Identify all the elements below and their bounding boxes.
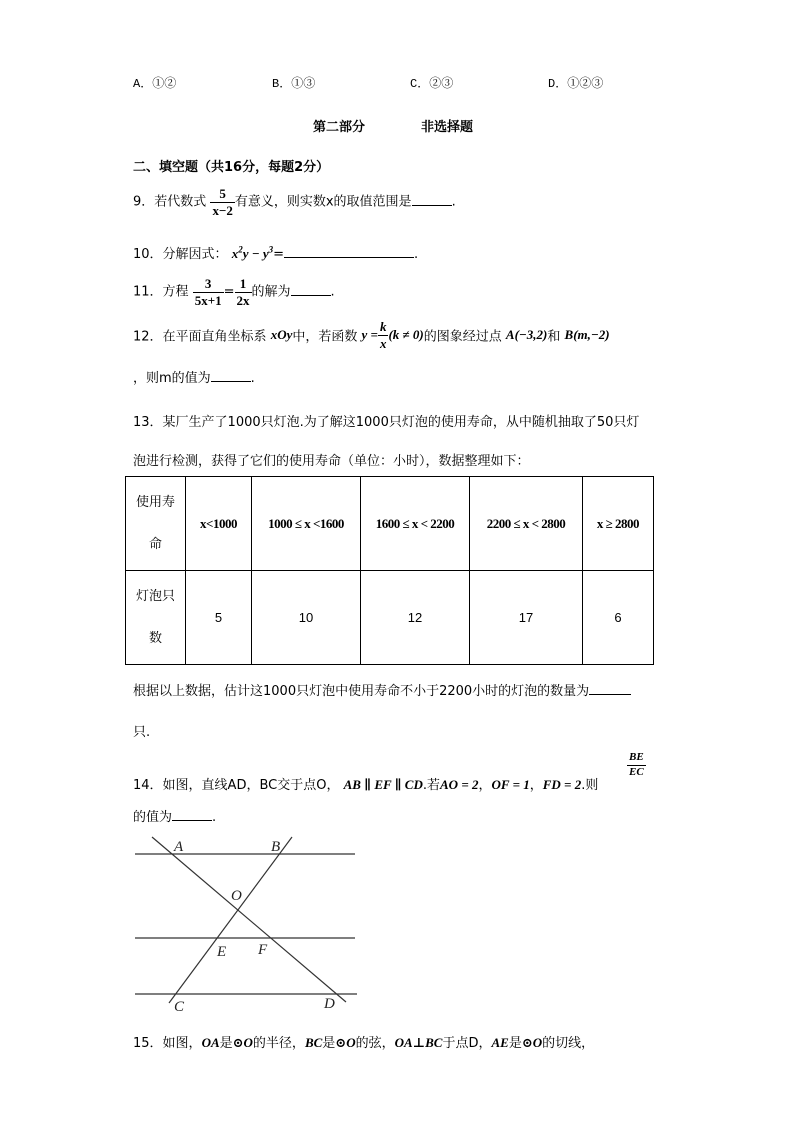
table-row-lifespan [126, 477, 654, 571]
separator: ， [529, 778, 543, 793]
lifespan-table [125, 476, 654, 665]
table-cell-range: 2200 ≤ x < 2800 [470, 477, 583, 571]
question-text: 方程 [162, 284, 189, 300]
question-13-line2: 泡进行检测，获得了它们的使用寿命（单位：小时），数据整理如下： [133, 454, 530, 469]
question-13-follow2: 只. [133, 725, 151, 740]
fraction-left [193, 277, 224, 307]
geometry-figure [125, 830, 365, 1015]
row-header-lifespan [126, 477, 186, 571]
question-text: ，则m的值为 [133, 371, 211, 386]
option-value: ②③ [429, 77, 454, 91]
label-e: E [217, 944, 227, 960]
separator: ， [478, 778, 492, 793]
section-heading: 二、填空题（共16分，每题2分） [133, 160, 330, 175]
fraction [378, 320, 389, 350]
punctuation: . [414, 247, 419, 262]
fraction-denominator: 5x+1 [194, 292, 222, 308]
circle-o: ⊙O [232, 1035, 253, 1050]
math-perpendicular: OA⊥BC [394, 1035, 443, 1050]
question-text: 如图，直线AD，BC交于点O， [162, 778, 340, 793]
question-text: .则 [581, 778, 599, 793]
fraction-right [235, 277, 252, 307]
table-cell-range: x<1000 [186, 477, 252, 571]
header-text: 数 [148, 630, 162, 646]
question-12 [133, 320, 610, 350]
parallel-condition: AB ∥ EF ∥ CD [343, 777, 423, 792]
math-expression [232, 246, 273, 261]
punctuation: . [212, 810, 217, 825]
punctuation: . [451, 194, 456, 210]
question-text: 的解为 [251, 284, 291, 300]
question-number: 14． [133, 778, 163, 793]
line-ad [152, 837, 346, 1002]
question-number: 10． [133, 247, 163, 262]
math-term: x [231, 246, 239, 261]
question-14 [133, 774, 598, 793]
question-13-line1: 13．某厂生产了1000只灯泡.为了解这1000只灯泡的使用寿命，从中随机抽取了50只灯 [133, 415, 640, 430]
question-11 [133, 277, 335, 307]
option-label: A． [133, 77, 153, 91]
question-15 [133, 1032, 594, 1051]
question-text: 有意义，则实数x的取值范围是 [234, 194, 412, 210]
math-oa: OA [201, 1035, 220, 1050]
table-cell-count: 12 [361, 571, 470, 665]
question-number: 12． [133, 329, 163, 345]
option-label: B． [272, 77, 292, 91]
table-cell-count: 5 [186, 571, 252, 665]
header-text: 使用寿 [135, 494, 175, 510]
label-d: D [324, 996, 335, 1012]
question-text: 和 [547, 329, 561, 345]
condition-of: OF = 1 [491, 777, 530, 792]
question-14-fraction [627, 752, 646, 778]
condition-ao: AO = 2 [440, 777, 479, 792]
fraction-numerator: 5 [219, 186, 226, 201]
question-9 [133, 187, 456, 217]
answer-blank[interactable] [291, 294, 331, 296]
option-label: D． [548, 77, 568, 91]
label-f: F [258, 942, 268, 958]
question-text: 是 [219, 1036, 233, 1051]
row-header-count [126, 571, 186, 665]
question-text: 是 [508, 1036, 522, 1051]
table-cell-count: 6 [583, 571, 654, 665]
question-text: 在平面直角坐标系 [162, 329, 267, 345]
circle-o: ⊙O [521, 1035, 543, 1050]
table-cell-count: 17 [470, 571, 583, 665]
label-c: C [174, 999, 185, 1015]
option-c[interactable] [410, 74, 453, 91]
question-12-line2 [133, 367, 255, 386]
fraction [210, 187, 234, 217]
option-b[interactable] [272, 74, 315, 91]
fraction-numerator: 1 [239, 276, 247, 291]
table-row-count [126, 571, 654, 665]
fraction-denominator: x−2 [212, 202, 233, 218]
question-13-follow [133, 680, 631, 699]
part-title [313, 116, 473, 135]
fraction-numerator: k [379, 319, 387, 334]
answer-blank[interactable] [589, 693, 631, 695]
fraction-denominator: EC [629, 765, 644, 778]
fraction [627, 752, 646, 778]
fraction-numerator: BE [629, 751, 644, 763]
option-value: ①③ [291, 77, 316, 91]
question-text: 的半径， [252, 1036, 305, 1051]
equals-sign: = [273, 247, 285, 262]
punctuation: . [330, 284, 335, 300]
question-14-line2 [133, 806, 216, 825]
equals-sign: = [223, 284, 235, 300]
header-text: 灯泡只 [135, 588, 175, 604]
table-cell-range: 1000 ≤ x <1600 [252, 477, 361, 571]
option-value: ①② [152, 77, 177, 91]
punctuation: . [250, 371, 255, 386]
question-text: 若代数式 [154, 194, 207, 210]
function-condition: (k ≠ 0) [388, 327, 424, 343]
circle-o: ⊙O [335, 1035, 356, 1050]
question-text: 的弦， [355, 1036, 395, 1051]
fraction-numerator: 3 [204, 276, 212, 291]
question-text: 是 [322, 1036, 336, 1051]
question-text: 中，若函数 [292, 329, 358, 345]
math-bc: BC [304, 1035, 323, 1050]
question-text: 根据以上数据，估计这1000只灯泡中使用寿命不小于2200小时的灯泡的数量为 [133, 684, 590, 699]
question-number: 9． [133, 194, 155, 210]
question-text: 的切线， [542, 1036, 595, 1051]
point-a: A(−3,2) [505, 327, 548, 343]
question-text: 的图象经过点 [423, 329, 502, 345]
question-10 [133, 243, 418, 262]
label-o: O [231, 888, 242, 904]
math-ae: AE [491, 1035, 509, 1050]
answer-blank[interactable] [211, 380, 251, 382]
exponent: 2 [238, 244, 243, 255]
math-term: y − y [242, 246, 269, 261]
option-d[interactable] [548, 74, 603, 91]
option-a[interactable] [133, 74, 176, 91]
answer-blank[interactable] [412, 204, 452, 206]
header-text: 命 [148, 536, 162, 552]
fraction-denominator: x [379, 335, 387, 351]
answer-blank[interactable] [284, 256, 414, 258]
condition-fd: FD = 2 [542, 777, 582, 792]
label-b: B [271, 839, 281, 855]
part-title-left: 第二部分 [313, 120, 366, 135]
part-title-right: 非选择题 [421, 120, 474, 135]
answer-blank[interactable] [172, 819, 212, 821]
table-cell-count: 10 [252, 571, 361, 665]
question-text: .若 [422, 778, 441, 793]
option-value: ①②③ [567, 77, 604, 91]
option-label: C． [410, 77, 430, 91]
label-a: A [174, 839, 184, 855]
exponent: 3 [268, 244, 274, 255]
function-lhs: y = [361, 327, 378, 343]
table-cell-range: x ≥ 2800 [583, 477, 654, 571]
question-number: 15． [133, 1036, 163, 1051]
question-text: 分解因式： [162, 247, 228, 262]
fraction-denominator: 2x [236, 292, 250, 308]
question-text: 如图， [162, 1036, 202, 1051]
question-text: 的值为 [133, 810, 173, 825]
question-number: 11． [133, 284, 163, 300]
table-cell-range: 1600 ≤ x < 2200 [361, 477, 470, 571]
point-b: B(m,−2) [564, 327, 610, 343]
line-bc [169, 837, 292, 1003]
question-text: 于点D， [442, 1036, 492, 1051]
coordinate-system: xOy [270, 327, 293, 343]
